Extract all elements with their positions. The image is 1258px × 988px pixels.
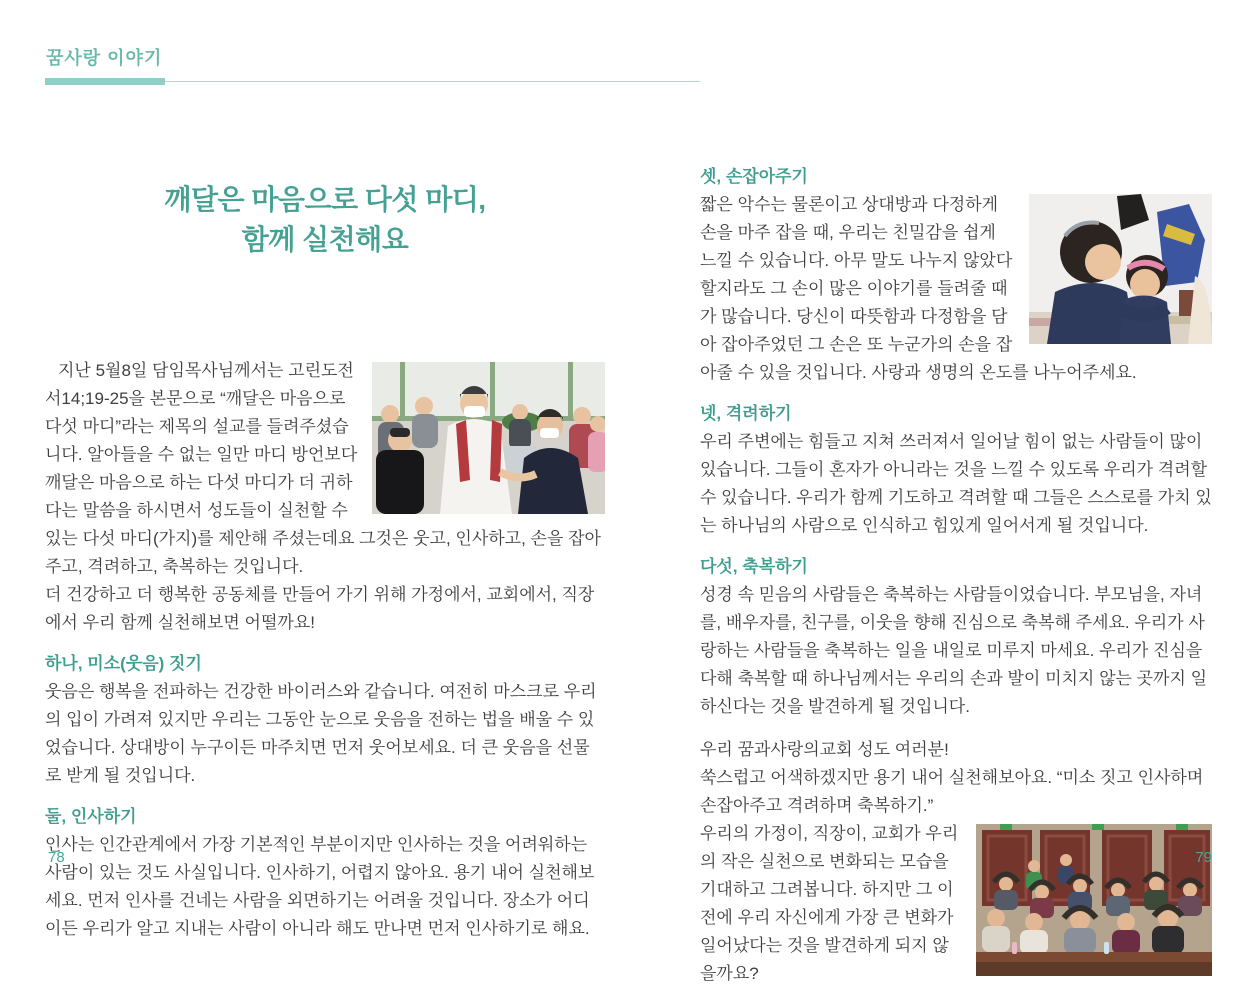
header-rule-thin: [165, 81, 700, 82]
page-number-right: 79: [1195, 849, 1212, 866]
section-four-encourage: [700, 402, 1212, 540]
article-title: [45, 180, 605, 260]
section-three-body: [700, 191, 1212, 387]
section-three-heading: 셋, 손잡아주기: [700, 167, 808, 186]
section-two-greet: [45, 805, 605, 943]
section-five-body: 성경 속 믿음의 사람들은 축복하는 사람들이었습니다. 부모님을, 자녀를, 배우자를, 친구를, 이웃을 향해 진심으로 축복해 주세요. 우리가 사랑하는 사람들을 축복하는 일을 내일로 미루지 마세요. 우리가 진심을 다해 축복할 때 하나님께서는 우리의 손과 발이 미치지 않는 곳까지 일하신다는 것을 발견하게 될 것입니다.: [700, 585, 1208, 716]
section-four-heading: 넷, 격려하기: [700, 404, 792, 423]
intro-paragraph-1: [45, 357, 605, 581]
section-four-body: 우리 주변에는 힘들고 지쳐 쓰러져서 일어날 힘이 없는 사람들이 많이 있습니다. 그들이 혼자가 아니라는 것을 느낄 수 있도록 우리가 격려할 수 있습니다. 우리가 함께 기도하고 격려할 때 그들은 스스로를 가치 있는 하나님의 사람으로 인식하고 힘있게 일어서게 될 것입니다.: [700, 432, 1212, 535]
section-one-heading: 하나, 미소(웃음) 짓기: [45, 654, 202, 673]
section-three-body-text: 짧은 악수는 물론이고 상대방과 다정하게 손을 마주 잡을 때, 우리는 친밀감을 쉽게 느낄 수 있습니다. 아무 말도 나누지 않았다 할지라도 그 손이 많은 이야기를 들려줄 때가 많습니다. 당신이 따뜻함과 다정함을 담아 잡아주었던 그 손은 또 누군가의 손을 잡아줄 수 있을 것입니다. 사랑과 생명의 온도를 나누어주세요.: [700, 195, 1137, 382]
closing-paragraph: [700, 820, 1212, 988]
page-right: [700, 150, 1212, 988]
photo-congregation: [976, 824, 1212, 976]
intro-paragraph-1-text: 지난 5월8일 담임목사님께서는 고린도전서14;19-25을 본문으로 “깨달은 마음으로 다섯 마디”라는 제목의 설교를 들려주셨습니다. 알아들을 수 없는 일만 마디 방언보다 깨달은 마음으로 하는 다섯 마디가 더 귀하다는 말씀을 하시면서 성도들이 실천할 수 있는 다섯 마디(가지)를 제안해 주셨는데요 그것은 웃고, 인사하고, 손을 잡아주고, 격려하고, 축복하는 것입니다.: [45, 361, 601, 576]
photo-children-hugging: [1029, 194, 1212, 344]
photo-pastor-greeting: [372, 362, 605, 514]
intro-paragraph-2: 더 건강하고 더 행복한 공동체를 만들어 가기 위해 가정에서, 교회에서, 직장에서 우리 함께 실천해보면 어떨까요!: [45, 585, 595, 632]
section-header-label: 꿈사랑 이야기: [46, 48, 163, 68]
section-two-body: 인사는 인간관계에서 가장 기본적인 부분이지만 인사하는 것을 어려워하는 사람이 있는 것도 사실입니다. 인사하기, 어렵지 않아요. 용기 내어 실천해보세요. 먼저 인사를 건네는 사람을 외면하기는 어려울 것입니다. 장소가 어디이든 우리가 알고 지내는 사람이 아니라 해도 만나면 먼저 인사하기로 해요.: [45, 835, 595, 938]
section-five-heading: 다섯, 축복하기: [700, 557, 808, 576]
section-one-smile: [45, 652, 605, 790]
page-left: [45, 158, 605, 943]
section-five-bless: [700, 555, 1212, 721]
closing-paragraph-text: 우리의 가정이, 직장이, 교회가 우리의 작은 실천으로 변화되는 모습을 기대하고 그려봅니다. 하지만 그 이전에 우리 자신에게 가장 큰 변화가 일어났다는 것을 발견하게 되지 않을까요?: [700, 824, 959, 983]
article-title-line2: 함께 실천해요: [241, 224, 409, 255]
section-one-body: 웃음은 행복을 전파하는 건강한 바이러스와 같습니다. 여전히 마스크로 우리의 입이 가려져 있지만 우리는 그동안 눈으로 웃음을 전하는 법을 배울 수 있었습니다. 상대방이 누구이든 마주치면 먼저 웃어보세요. 더 큰 웃음을 선물로 받게 될 것입니다.: [45, 682, 597, 785]
page-number-left: 78: [48, 849, 65, 866]
header-rule-thick: [45, 78, 165, 85]
closing-line-2: 쑥스럽고 어색하겠지만 용기 내어 실천해보아요. “미소 짓고 인사하며 손잡아주고 격려하며 축복하기.”: [700, 768, 1204, 815]
article-title-line1: 깨달은 마음으로 다섯 마디,: [164, 184, 486, 215]
section-two-heading: 둘, 인사하기: [45, 807, 137, 826]
closing-line-1: 우리 꿈과사랑의교회 성도 여러분!: [700, 740, 949, 759]
section-three-hold-hands: [700, 165, 1212, 387]
